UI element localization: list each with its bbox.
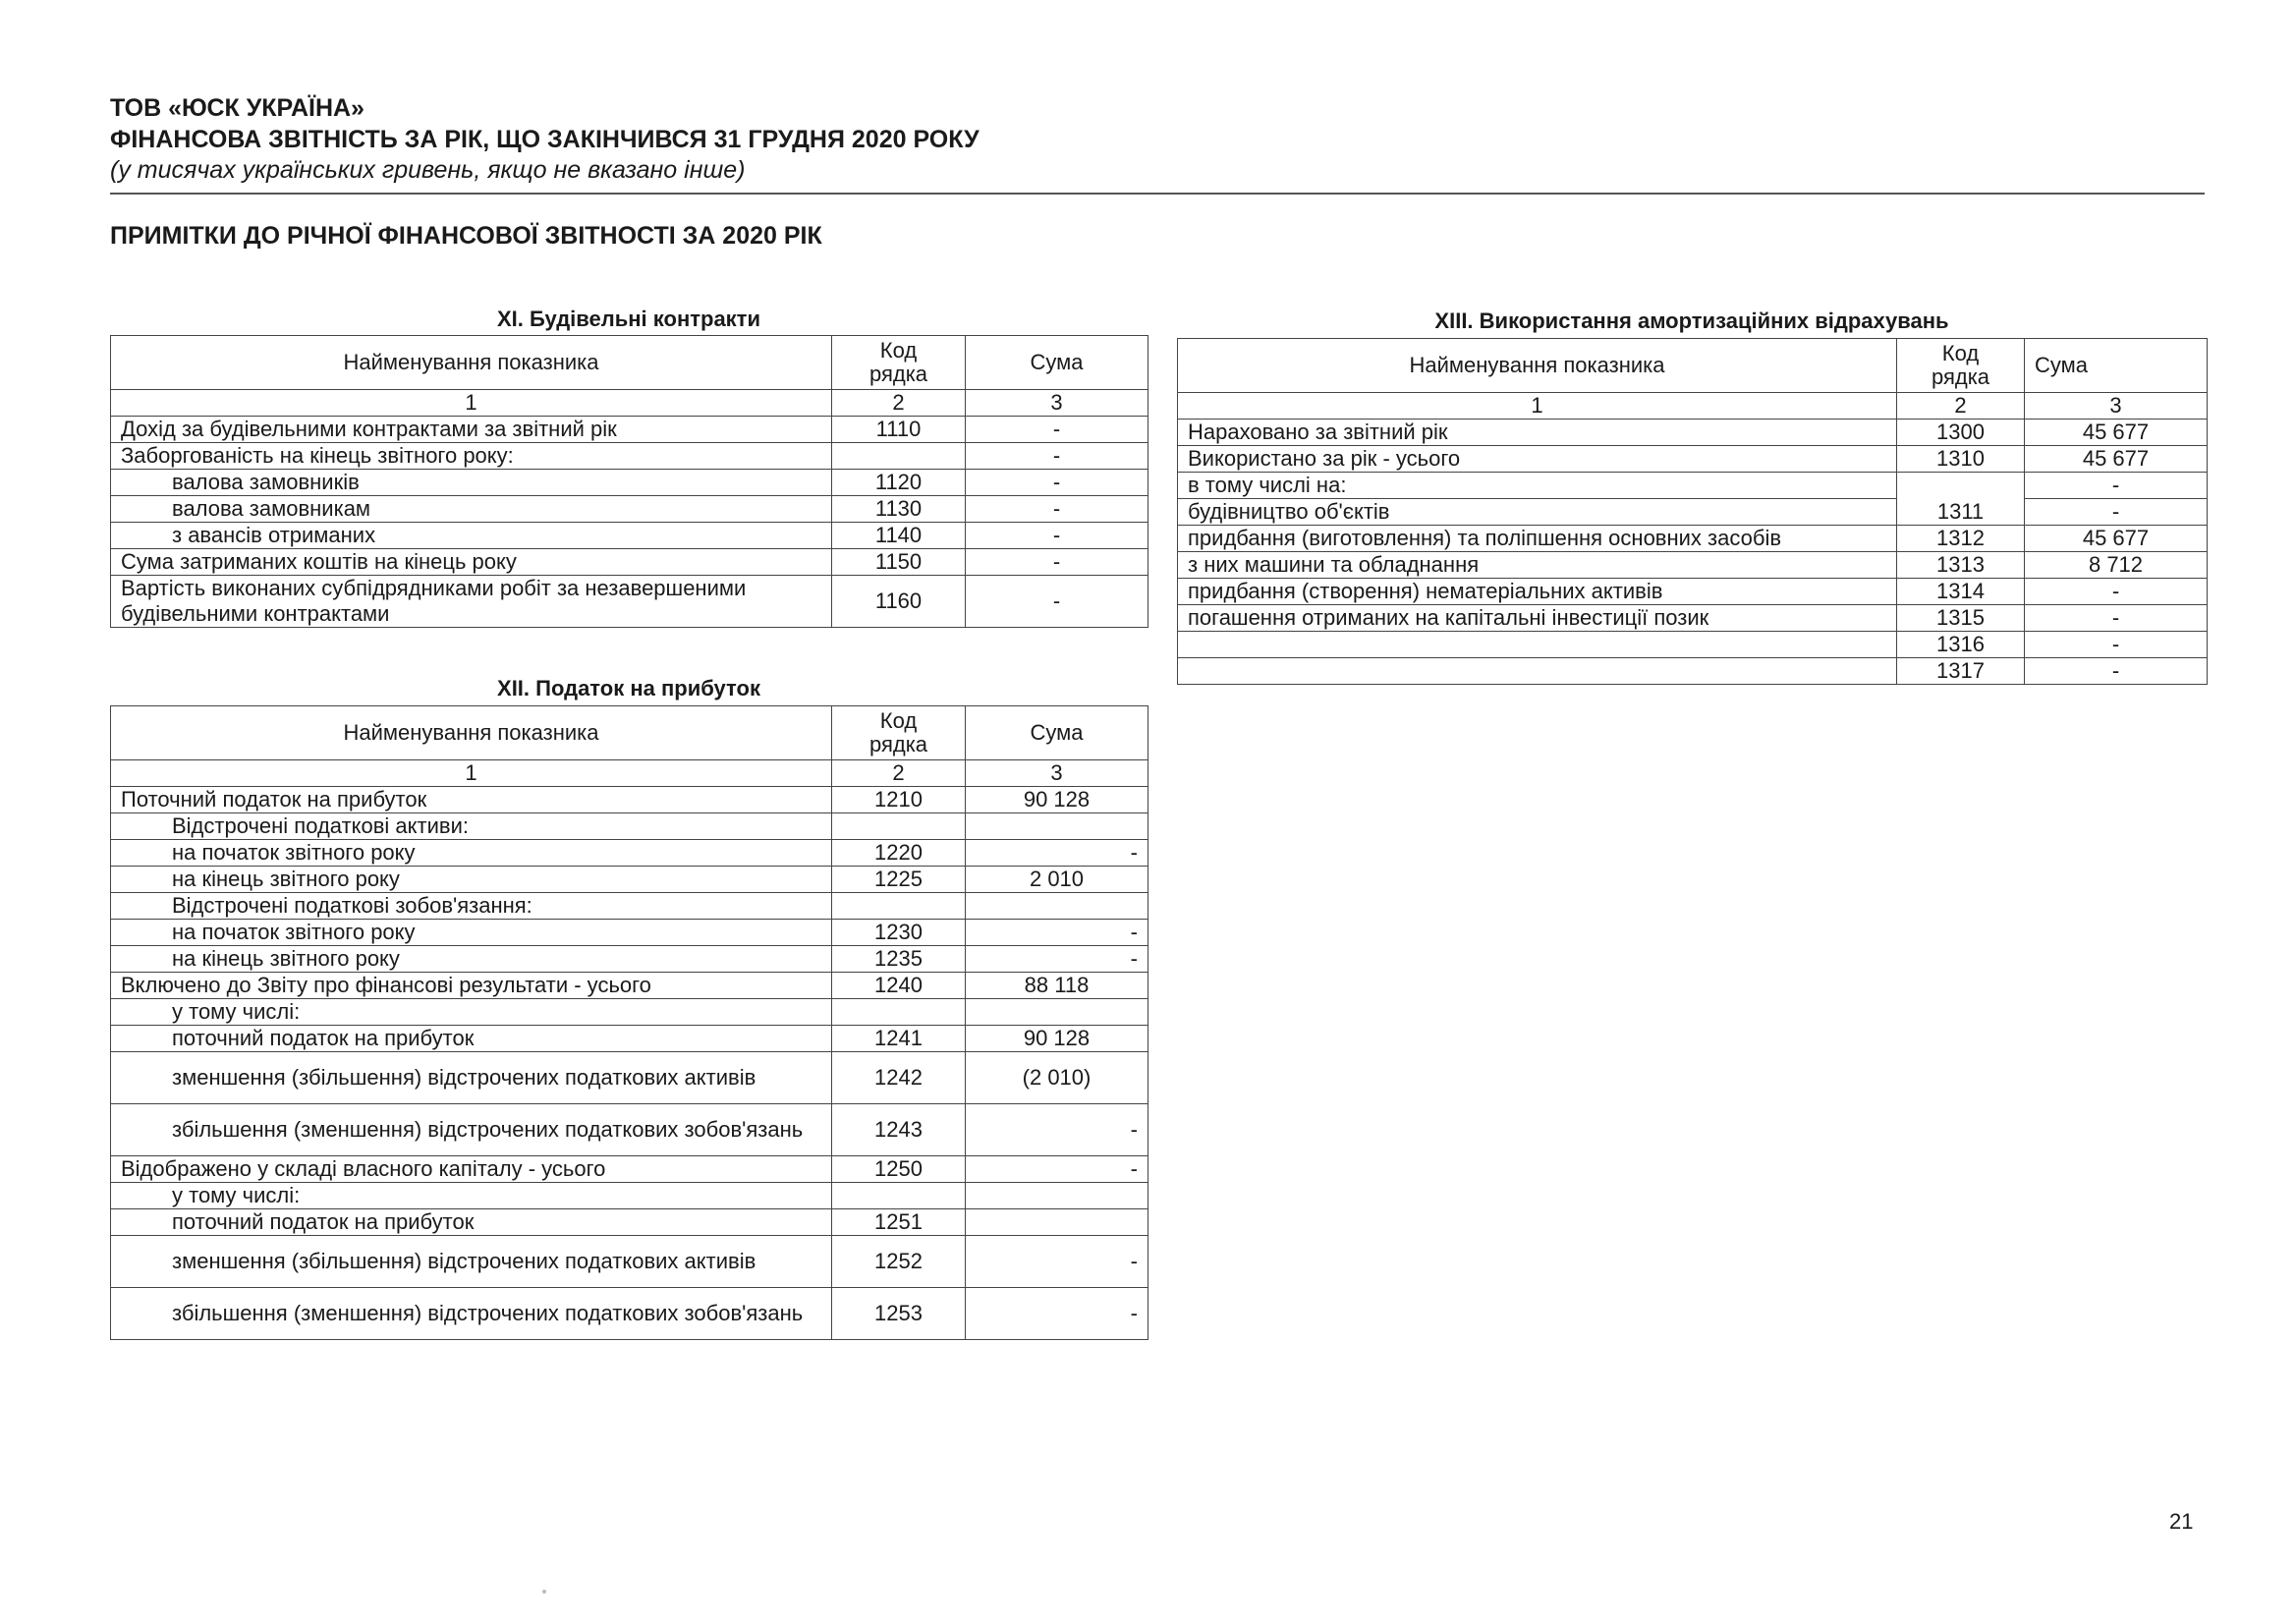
- table-row: [1178, 605, 2208, 632]
- row-code: 1253: [832, 1288, 966, 1340]
- table-row: [111, 1236, 1148, 1288]
- notes-title: ПРИМІТКИ ДО РІЧНОЇ ФІНАНСОВОЇ ЗВІТНОСТІ ЗА 2020 РІК: [110, 222, 822, 250]
- row-sum: -: [966, 496, 1148, 523]
- row-sum: -: [966, 1236, 1148, 1288]
- table-row: [111, 973, 1148, 999]
- row-label: Відстрочені податкові зобов'язання:: [111, 893, 832, 920]
- row-sum: 90 128: [966, 1026, 1148, 1052]
- table-row: [111, 1209, 1148, 1236]
- row-code: 1316: [1897, 632, 2025, 658]
- row-code: 1235: [832, 946, 966, 973]
- row-sum: [966, 813, 1148, 840]
- sec11-title: XI. Будівельні контракти: [497, 307, 760, 331]
- table-row: [111, 576, 1148, 628]
- table-row: [1178, 552, 2208, 579]
- row-label: Вартість виконаних субпідрядниками робіт за незавершеними будівельними контрактами: [111, 576, 832, 628]
- table-row: [1178, 420, 2208, 446]
- row-sum: 2 010: [966, 867, 1148, 893]
- table-row: [111, 946, 1148, 973]
- table-row: [111, 787, 1148, 813]
- row-label: Відстрочені податкові активи:: [111, 813, 832, 840]
- col-name-header: Найменування показника: [1178, 339, 1897, 393]
- row-label: Нараховано за звітний рік: [1178, 420, 1897, 446]
- row-label: придбання (створення) нематеріальних активів: [1178, 579, 1897, 605]
- table-row: [111, 893, 1148, 920]
- col-code-header: [832, 706, 966, 760]
- row-code: 1317: [1897, 658, 2025, 685]
- col-code-header: [832, 336, 966, 390]
- sec13-table: [1177, 338, 2208, 685]
- row-code: 1120: [832, 470, 966, 496]
- row-code: 1243: [832, 1104, 966, 1156]
- row-sum: -: [966, 1104, 1148, 1156]
- col-number-2: 2: [1897, 393, 2025, 420]
- row-sum: -: [2025, 605, 2208, 632]
- row-sum: 45 677: [2025, 446, 2208, 473]
- row-label: у тому числі:: [111, 1183, 832, 1209]
- col-code-line2: рядка: [1931, 364, 1990, 389]
- row-code: [832, 813, 966, 840]
- row-sum: -: [966, 920, 1148, 946]
- row-label: [1178, 632, 1897, 658]
- table-row: [111, 496, 1148, 523]
- sec13-title: XIII. Використання амортизаційних відрахувань: [1434, 308, 1949, 333]
- row-code: 1252: [832, 1236, 966, 1288]
- table-row: [111, 999, 1148, 1026]
- row-code: [832, 893, 966, 920]
- row-label: зменшення (збільшення) відстрочених податкових активів: [111, 1052, 832, 1104]
- row-label: поточний податок на прибуток: [111, 1209, 832, 1236]
- sec11-table: [110, 335, 1148, 628]
- row-label: Використано за рік - усього: [1178, 446, 1897, 473]
- row-sum: -: [2025, 658, 2208, 685]
- row-sum: 88 118: [966, 973, 1148, 999]
- table-row: [111, 443, 1148, 470]
- row-label: Дохід за будівельними контрактами за звітний рік: [111, 417, 832, 443]
- table-row: [111, 417, 1148, 443]
- table-row: [111, 549, 1148, 576]
- row-code: 1300: [1897, 420, 2025, 446]
- row-sum: -: [966, 576, 1148, 628]
- col-code-line2: рядка: [868, 362, 928, 386]
- row-code: [832, 443, 966, 470]
- col-number-3: 3: [966, 390, 1148, 417]
- table-row: [1178, 632, 2208, 658]
- row-label: Поточний податок на прибуток: [111, 787, 832, 813]
- col-code-line2: рядка: [868, 732, 928, 756]
- row-label: на кінець звітного року: [111, 867, 832, 893]
- row-code: 1220: [832, 840, 966, 867]
- column-number-row: [111, 760, 1148, 787]
- table-row: [111, 867, 1148, 893]
- row-sum: -: [966, 549, 1148, 576]
- document-header: [110, 92, 980, 185]
- row-label: з них машини та обладнання: [1178, 552, 1897, 579]
- col-number-2: 2: [832, 390, 966, 417]
- table-row: [1178, 499, 2208, 526]
- row-code: 1315: [1897, 605, 2025, 632]
- row-code: 1242: [832, 1052, 966, 1104]
- row-label: валова замовників: [111, 470, 832, 496]
- row-label: будівництво об'єктів: [1178, 499, 1897, 526]
- row-sum: -: [966, 523, 1148, 549]
- table-row: [111, 523, 1148, 549]
- row-code: 1210: [832, 787, 966, 813]
- row-code: 1312: [1897, 526, 2025, 552]
- column-number-row: [111, 390, 1148, 417]
- row-sum: -: [966, 443, 1148, 470]
- row-code: 1311: [1897, 473, 2025, 526]
- table-row: [111, 1026, 1148, 1052]
- col-code-line1: Код: [1941, 341, 1980, 365]
- row-label: на початок звітного року: [111, 920, 832, 946]
- row-code: 1241: [832, 1026, 966, 1052]
- row-sum: [966, 893, 1148, 920]
- row-sum: [966, 1183, 1148, 1209]
- report-title: ФІНАНСОВА ЗВІТНІСТЬ ЗА РІК, ЩО ЗАКІНЧИВСЯ 31 ГРУДНЯ 2020 РОКУ: [110, 126, 980, 153]
- row-label: збільшення (зменшення) відстрочених податкових зобов'язань: [111, 1288, 832, 1340]
- table-row: [111, 1052, 1148, 1104]
- row-code: [832, 1183, 966, 1209]
- table-row: [1178, 526, 2208, 552]
- row-label: поточний податок на прибуток: [111, 1026, 832, 1052]
- row-sum: -: [966, 417, 1148, 443]
- row-sum: 45 677: [2025, 526, 2208, 552]
- table-row: [111, 840, 1148, 867]
- page-number: 21: [2169, 1509, 2194, 1534]
- col-number-1: 1: [111, 760, 832, 787]
- col-number-3: 3: [966, 760, 1148, 787]
- table-row: [1178, 446, 2208, 473]
- row-code: 1225: [832, 867, 966, 893]
- table-row: [111, 920, 1148, 946]
- row-label: на кінець звітного року: [111, 946, 832, 973]
- row-sum: -: [966, 840, 1148, 867]
- col-number-3: 3: [2025, 393, 2208, 420]
- table-row: [1178, 579, 2208, 605]
- col-sum-header: Сума: [2025, 339, 2208, 393]
- table-row: [111, 470, 1148, 496]
- col-code-header: [1897, 339, 2025, 393]
- table-row: [1178, 473, 2208, 499]
- row-code: 1110: [832, 417, 966, 443]
- row-code: 1230: [832, 920, 966, 946]
- row-sum: 45 677: [2025, 420, 2208, 446]
- row-label: Включено до Звіту про фінансові результати - усього: [111, 973, 832, 999]
- table-header-row: [111, 336, 1148, 390]
- table-row: [111, 1104, 1148, 1156]
- row-label: [1178, 658, 1897, 685]
- row-code: 1314: [1897, 579, 2025, 605]
- row-sum: -: [2025, 473, 2208, 499]
- row-code: 1150: [832, 549, 966, 576]
- row-label: придбання (виготовлення) та поліпшення основних засобів: [1178, 526, 1897, 552]
- row-sum: 90 128: [966, 787, 1148, 813]
- row-label: збільшення (зменшення) відстрочених податкових зобов'язань: [111, 1104, 832, 1156]
- row-code: 1250: [832, 1156, 966, 1183]
- row-sum: [966, 1209, 1148, 1236]
- sec12-title: XII. Податок на прибуток: [497, 676, 760, 700]
- row-label: в тому числі на:: [1178, 473, 1897, 499]
- table-row: [1178, 658, 2208, 685]
- row-label: зменшення (збільшення) відстрочених податкових активів: [111, 1236, 832, 1288]
- header-divider: [110, 193, 2205, 195]
- row-label: Сума затриманих коштів на кінець року: [111, 549, 832, 576]
- row-sum: -: [2025, 632, 2208, 658]
- row-label: у тому числі:: [111, 999, 832, 1026]
- row-code: 1240: [832, 973, 966, 999]
- row-code: 1130: [832, 496, 966, 523]
- row-code: [832, 999, 966, 1026]
- row-label: Відображено у складі власного капіталу - усього: [111, 1156, 832, 1183]
- table-row: [111, 813, 1148, 840]
- row-label: з авансів отриманих: [111, 523, 832, 549]
- table-row: [111, 1156, 1148, 1183]
- col-code-line1: Код: [879, 708, 918, 733]
- row-sum: -: [966, 1156, 1148, 1183]
- scan-speck: [542, 1590, 546, 1594]
- row-label: Заборгованість на кінець звітного року:: [111, 443, 832, 470]
- col-name-header: Найменування показника: [111, 336, 832, 390]
- table-row: [111, 1183, 1148, 1209]
- row-sum: 8 712: [2025, 552, 2208, 579]
- row-code: 1160: [832, 576, 966, 628]
- sec12-table: [110, 705, 1148, 1340]
- table-header-row: [111, 706, 1148, 760]
- col-name-header: Найменування показника: [111, 706, 832, 760]
- col-sum-header: Сума: [966, 706, 1148, 760]
- row-label: погашення отриманих на капітальні інвестиції позик: [1178, 605, 1897, 632]
- row-sum: -: [966, 946, 1148, 973]
- row-code: 1251: [832, 1209, 966, 1236]
- col-number-1: 1: [1178, 393, 1897, 420]
- row-label: валова замовникам: [111, 496, 832, 523]
- col-number-2: 2: [832, 760, 966, 787]
- col-sum-header: Сума: [966, 336, 1148, 390]
- row-code: 1140: [832, 523, 966, 549]
- column-number-row: [1178, 393, 2208, 420]
- row-sum: [966, 999, 1148, 1026]
- row-sum: -: [2025, 579, 2208, 605]
- col-code-line1: Код: [879, 338, 918, 363]
- row-code: 1310: [1897, 446, 2025, 473]
- table-header-row: [1178, 339, 2208, 393]
- row-sum: (2 010): [966, 1052, 1148, 1104]
- row-sum: -: [2025, 499, 2208, 526]
- row-sum: -: [966, 470, 1148, 496]
- table-row: [111, 1288, 1148, 1340]
- col-number-1: 1: [111, 390, 832, 417]
- row-sum: -: [966, 1288, 1148, 1340]
- row-code: 1313: [1897, 552, 2025, 579]
- units-note: (у тисячах українських гривень, якщо не вказано інше): [110, 156, 746, 184]
- company-name: ТОВ «ЮСК УКРАЇНА»: [110, 94, 364, 122]
- row-label: на початок звітного року: [111, 840, 832, 867]
